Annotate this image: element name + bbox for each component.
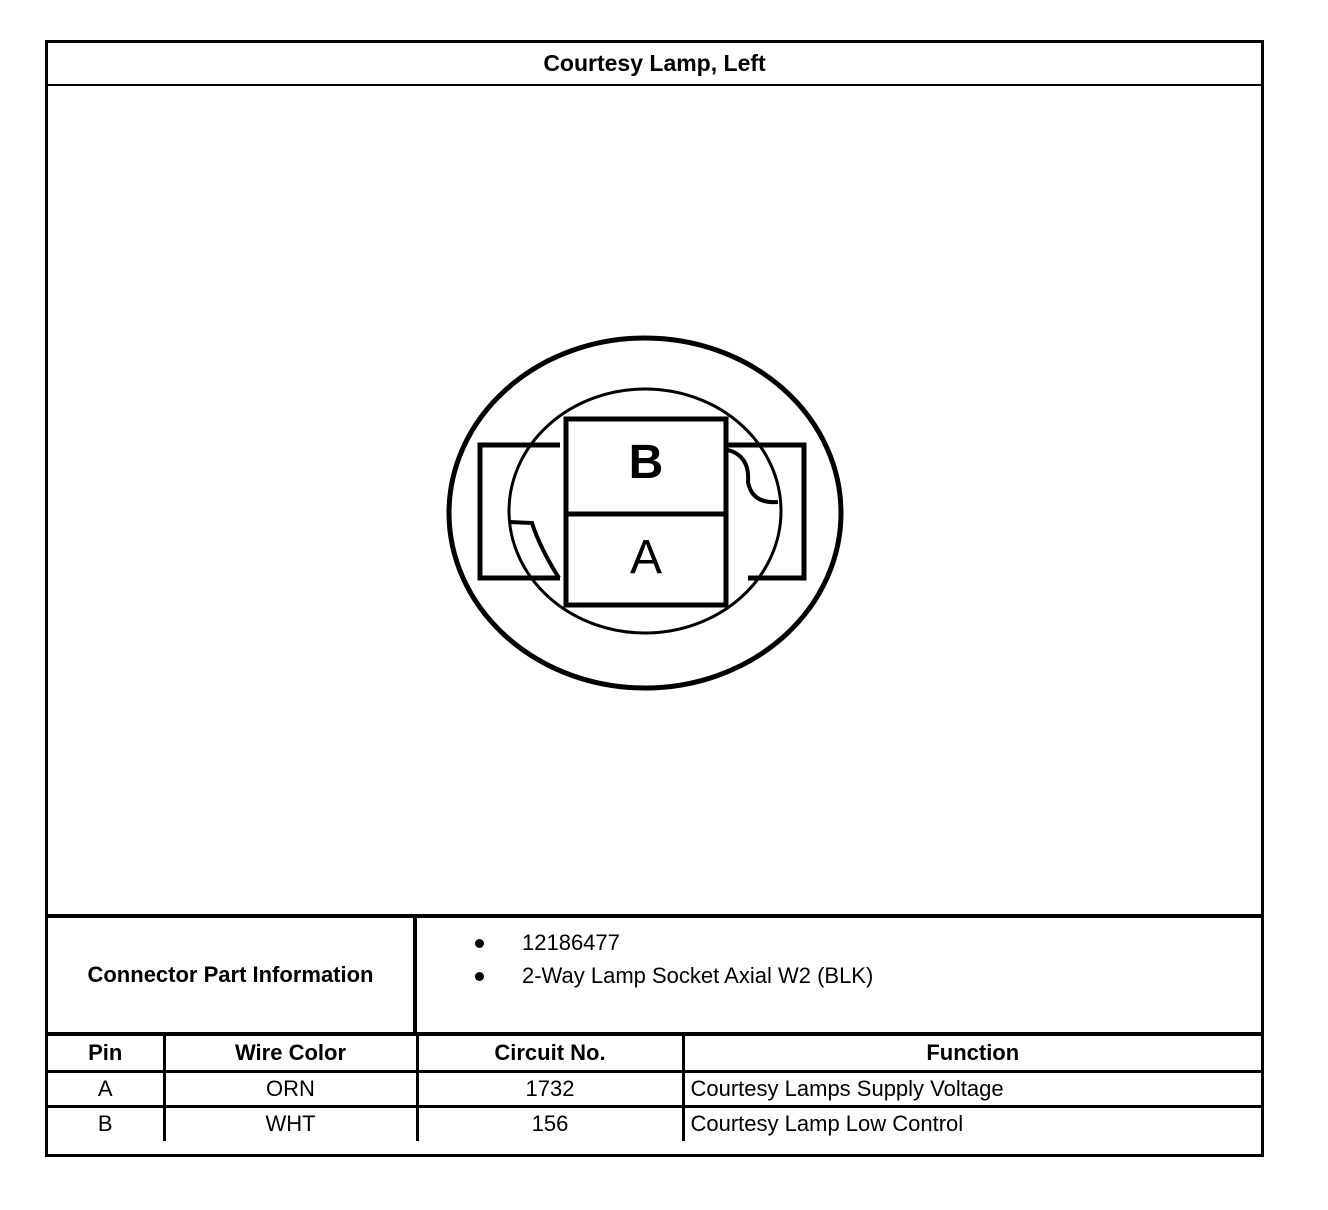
part-number: 12186477 — [522, 930, 620, 955]
header-circuit-no: Circuit No. — [417, 1036, 683, 1071]
part-description: 2-Way Lamp Socket Axial W2 (BLK) — [522, 963, 874, 988]
header-wire-color: Wire Color — [164, 1036, 417, 1071]
table-row — [48, 1106, 1261, 1141]
part-info-values — [417, 918, 1261, 1032]
pin-table-header — [48, 1036, 1261, 1071]
connector-part-information — [48, 918, 1261, 1036]
connector-diagram — [48, 86, 1261, 918]
bullet-icon — [475, 939, 484, 948]
right-tab — [728, 445, 804, 578]
sheet-title: Courtesy Lamp, Left — [48, 43, 1261, 86]
wire-color-cell: WHT — [164, 1106, 417, 1141]
part-info-label: Connector Part Information — [48, 918, 417, 1032]
cavity-label-b: B — [628, 436, 664, 489]
connector-face-drawing — [48, 86, 1261, 914]
pin-table — [48, 1036, 1261, 1141]
wire-color-cell: ORN — [164, 1071, 417, 1106]
header-function: Function — [683, 1036, 1261, 1071]
right-terminal-curve — [728, 450, 778, 502]
function-cell: Courtesy Lamp Low Control — [683, 1106, 1261, 1141]
circuit-no-cell: 1732 — [417, 1071, 683, 1106]
cavity-label-a: A — [629, 531, 663, 584]
pin-cell: A — [48, 1071, 164, 1106]
function-cell: Courtesy Lamps Supply Voltage — [683, 1071, 1261, 1106]
connector-sheet — [45, 40, 1264, 1157]
bullet-icon — [475, 972, 484, 981]
pin-cell: B — [48, 1106, 164, 1141]
circuit-no-cell: 156 — [417, 1106, 683, 1141]
table-row — [48, 1071, 1261, 1106]
header-pin: Pin — [48, 1036, 164, 1071]
